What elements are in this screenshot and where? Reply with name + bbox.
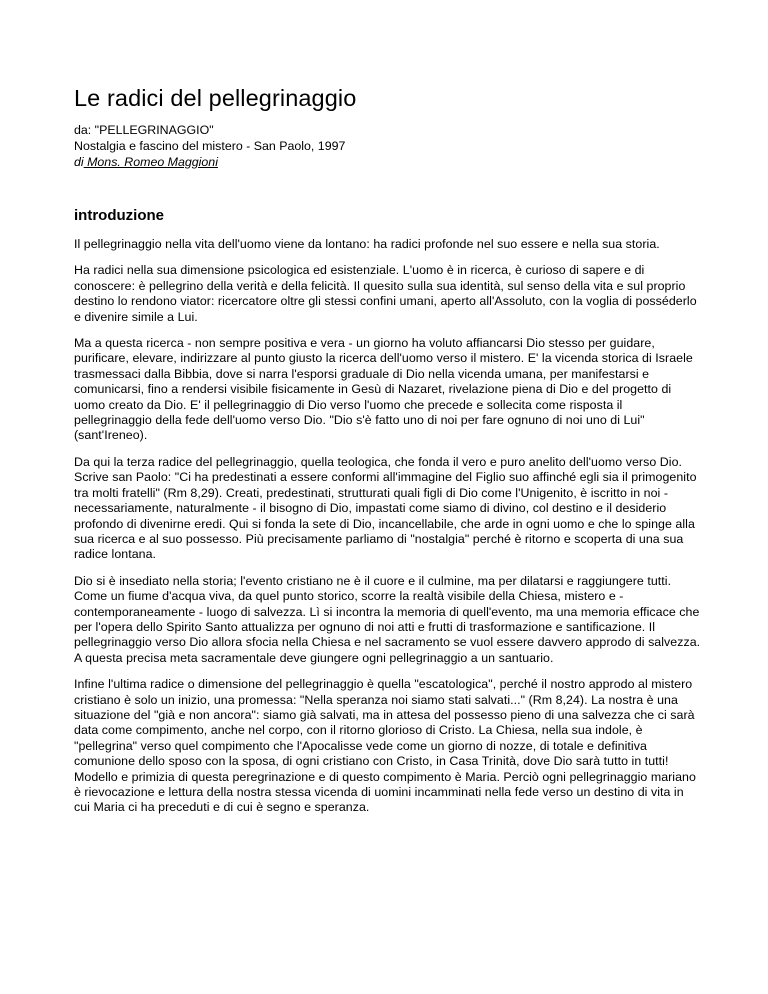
author-prefix: di (74, 155, 84, 169)
page-title: Le radici del pellegrinaggio (74, 85, 357, 111)
paragraph-4: Da qui la terza radice del pellegrinaggio, quella teologica, che fonda il vero e puro anelito dell'uomo verso Dio. Scrive san Paolo: "Ci ha predestinati a essere conformi all'immagine del Figlio suo affinché egli sia il primogenito tra molti fratelli" (Rm 8,29). Creati, predestinati, strutturati quali figli di Dio come l'Unigenito, è iscritto in noi - necessariamente, naturalmente - il bisogno di Dio, impastati come siamo di divino, col destino e il desiderio profondo di divenirne eredi. Qui si fonda la sete di Dio, incancellabile, che arde in ogni uomo e che lo spinge alla sua ricerca e al suo possesso. Più precisamente parliamo di "nostalgia" perché è ritorno e scoperta di una sua radice lontana. (74, 454, 697, 562)
subtitle-line: Nostalgia e fascino del mistero - San Paolo, 1997 (74, 139, 346, 153)
paragraph-5: Dio si è insediato nella storia; l'evento cristiano ne è il cuore e il culmine, ma per dilatarsi e raggiungere tutti. Come un fiume d'acqua viva, da quel punto storico, scorre la realtà visibile della Chiesa, mistero e - contemporaneamente - luogo di salvezza. Lì si incontra la memoria di quell'evento, ma una memoria efficace che per l'opera dello Spirito Santo attualizza per ognuno di noi atti e frutti di trasformazione e santificazione. Il pellegrinaggio verso Dio allora sfocia nella Chiesa e nel sacramento se vuol essere davvero approdo di salvezza. A questa precisa meta sacramentale deve giungere ogni pellegrinaggio a un santuario. (74, 573, 701, 665)
paragraph-3: Ma a questa ricerca - non sempre positiva e vera - un giorno ha voluto affiancarsi Dio stesso per guidare, purificare, elevare, indirizzare al punto giusto la ricerca dell'uomo verso il mistero. E' la vicenda storica di Israele trasmessaci dalla Bibbia, dove si narra l'esporsi graduale di Dio nella vicenda umana, per manifestarsi e comunicarsi, fino a rendersi visibile fisicamente in Gesù di Nazaret, rivelazione piena di Dio e del progetto di uomo creato da Dio. E' il pellegrinaggio di Dio verso l'uomo che precede e sollecita come risposta il pellegrinaggio della fede dell'uomo verso Dio. "Dio s'è fatto uno di noi per fare ognuno di noi uno di Lui" (sant'Ireneo). (74, 336, 693, 443)
source-info (74, 122, 702, 170)
paragraph-6: Infine l'ultima radice o dimensione del pellegrinaggio è quella "escatologica", perché il nostro approdo al mistero cristiano è solo un inizio, una promessa: "Nella speranza noi siamo stati salvati..." (Rm 8,24). La nostra è una situazione del "già e non ancora": siamo già salvati, ma in attesa del possesso pieno di una salvezza che ci sarà data come compimento, anche nel corpo, con il ritorno glorioso di Cristo. La Chiesa, nella sua indole, è "pellegrina" verso quel compimento che l'Apocalisse vede come un giorno di nozze, di totale e definitiva comunione dello sposo con la sposa, di ogni cristiano con Cristo, in Casa Trinità, dove Dio sarà tutto in tutti! Modello e primizia di questa peregrinazione e di questo compimento è Maria. Perciò ogni pellegrinaggio mariano è rievocazione e lettura della nostra stessa vicenda di uomini incamminati nella fede verso un destino di vita in cui Maria ci ha preceduti e di cui è segno e speranza. (74, 677, 696, 815)
article (74, 84, 702, 827)
source-line: da: "PELLEGRINAGGIO" (74, 123, 214, 137)
paragraph-1: Il pellegrinaggio nella vita dell'uomo viene da lontano: ha radici profonde nel suo essere e nella sua storia. (74, 237, 660, 251)
section-heading: introduzione (74, 207, 164, 224)
paragraph-2: Ha radici nella sua dimensione psicologica ed esistenziale. L'uomo è in ricerca, è curioso di sapere e di conoscere: è pellegrino della verità e della felicità. Il quesito sulla sua identità, sul senso della vita e sul proprio destino lo rendono viator: ricercatore oltre gli stessi confini umani, aperto all'Assoluto, con la voglia di posséderlo e divenire simile a Lui. (74, 263, 697, 324)
author-link[interactable]: Mons. Romeo Maggioni (83, 155, 218, 169)
author-line (74, 154, 702, 170)
